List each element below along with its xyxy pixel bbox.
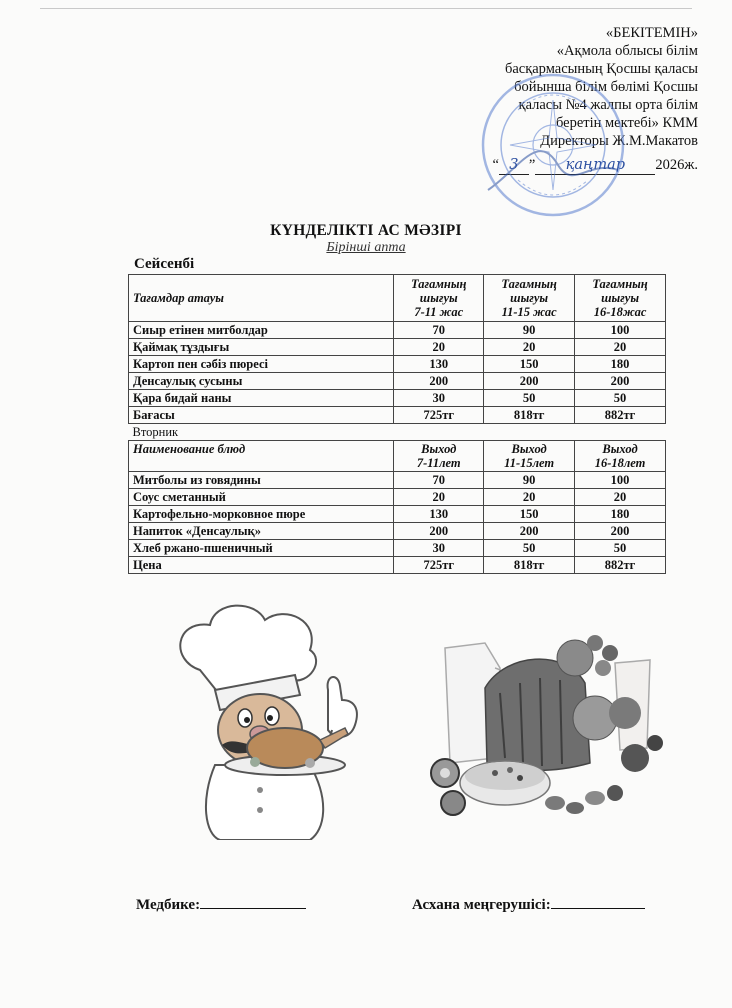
price-16-18: 882тг	[575, 557, 666, 574]
portion-16-18: 20	[575, 339, 666, 356]
header-age-11-15	[484, 275, 575, 322]
portion-11-15: 50	[484, 390, 575, 407]
date-open-quote: “	[492, 157, 499, 173]
approval-line: басқармасының Қосшы қаласы	[504, 61, 698, 77]
header-age-7-11	[394, 275, 484, 322]
date-month: қаңтар	[535, 156, 655, 175]
page-title: КҮНДЕЛІКТІ АС МӘЗІРІ	[270, 222, 462, 239]
dish-name: Денсаулық сусыны	[129, 373, 394, 390]
menu-table	[128, 274, 666, 574]
header-text: Выход	[421, 442, 457, 456]
header-text: 16-18лет	[594, 456, 646, 470]
dish-name: Картофельно-морковное пюре	[129, 506, 394, 523]
portion-7-11: 30	[394, 390, 484, 407]
portion-7-11: 20	[394, 489, 484, 506]
approval-date	[378, 156, 698, 175]
header-dish-name: Тағамдар атауы	[129, 275, 394, 322]
approval-line: қаласы №4 жалпы орта білім	[518, 97, 698, 113]
table-row	[129, 523, 666, 540]
signature-canteen-label: Асхана меңгерушісі:	[412, 897, 551, 913]
price-row	[129, 407, 666, 424]
header-text: шығуы	[510, 291, 549, 305]
table-header-kazakh	[129, 275, 666, 322]
portion-7-11: 200	[394, 523, 484, 540]
approval-line: «Ақмола облысы білім	[556, 43, 698, 59]
approval-line: «БЕКІТЕМІН»	[605, 25, 698, 41]
price-label: Цена	[129, 557, 394, 574]
price-11-15: 818тг	[484, 407, 575, 424]
approval-line: бойынша білім бөлімі Қосшы	[514, 79, 698, 95]
header-age-7-11	[394, 441, 484, 472]
dish-name: Хлеб ржано-пшеничный	[129, 540, 394, 557]
header-text: 7-11 жас	[414, 305, 464, 319]
dish-name: Митболы из говядины	[129, 472, 394, 489]
portion-11-15: 20	[484, 339, 575, 356]
header-text: 11-15 жас	[501, 305, 557, 319]
table-row	[129, 356, 666, 373]
portion-7-11: 30	[394, 540, 484, 557]
portion-11-15: 90	[484, 322, 575, 339]
portion-16-18: 180	[575, 356, 666, 373]
signature-canteen-line	[551, 894, 645, 909]
top-rule	[40, 8, 692, 9]
table-row	[129, 472, 666, 489]
day-label-russian: Вторник	[129, 424, 666, 441]
portion-16-18: 20	[575, 489, 666, 506]
portion-11-15: 50	[484, 540, 575, 557]
price-7-11: 725тг	[394, 557, 484, 574]
dish-name: Напиток «Денсаулық»	[129, 523, 394, 540]
header-text: 16-18жас	[593, 305, 647, 319]
date-day: 3	[499, 156, 529, 175]
price-16-18: 882тг	[575, 407, 666, 424]
header-text: шығуы	[419, 291, 458, 305]
food-illustration-icon	[425, 598, 675, 842]
table-row	[129, 489, 666, 506]
header-text: Выход	[511, 442, 547, 456]
week-subtitle: Бірінші апта	[326, 240, 406, 255]
price-label: Бағасы	[129, 407, 394, 424]
portion-11-15: 200	[484, 373, 575, 390]
table-header-russian	[129, 441, 666, 472]
portion-16-18: 100	[575, 322, 666, 339]
portion-7-11: 130	[394, 356, 484, 373]
portion-16-18: 50	[575, 540, 666, 557]
approval-line: Директоры Ж.М.Макатов	[540, 133, 698, 149]
dish-name: Сиыр етінен митболдар	[129, 322, 394, 339]
portion-16-18: 50	[575, 390, 666, 407]
portion-7-11: 130	[394, 506, 484, 523]
portion-11-15: 200	[484, 523, 575, 540]
portion-7-11: 70	[394, 322, 484, 339]
header-age-11-15	[484, 441, 575, 472]
header-text: 7-11лет	[416, 456, 461, 470]
table-row	[129, 540, 666, 557]
header-text: 11-15лет	[504, 456, 555, 470]
portion-16-18: 200	[575, 523, 666, 540]
portion-11-15: 20	[484, 489, 575, 506]
approval-line: беретін мектебі» КММ	[555, 115, 698, 131]
date-year: 2026ж.	[655, 157, 698, 173]
table-row	[129, 373, 666, 390]
day-label-kazakh: Сейсенбі	[134, 256, 195, 272]
header-text: Тағамның	[592, 277, 648, 291]
portion-11-15: 90	[484, 472, 575, 489]
header-text: Тағамның	[411, 277, 467, 291]
header-text: шығуы	[601, 291, 639, 305]
header-dish-name: Наименование блюд	[129, 441, 394, 472]
table-row	[129, 322, 666, 339]
dish-name: Қара бидай наны	[129, 390, 394, 407]
signature-nurse	[136, 894, 306, 914]
portion-7-11: 200	[394, 373, 484, 390]
price-7-11: 725тг	[394, 407, 484, 424]
portion-11-15: 150	[484, 506, 575, 523]
price-row	[129, 557, 666, 574]
signature-nurse-line	[200, 894, 306, 909]
price-11-15: 818тг	[484, 557, 575, 574]
dish-name: Картоп пен сәбіз пюресі	[129, 356, 394, 373]
portion-16-18: 180	[575, 506, 666, 523]
portion-11-15: 150	[484, 356, 575, 373]
header-age-16-18	[575, 441, 666, 472]
header-age-16-18	[575, 275, 666, 322]
header-text: Выход	[602, 442, 638, 456]
dish-name: Соус сметанный	[129, 489, 394, 506]
approval-block	[378, 24, 698, 175]
dish-name: Қаймақ тұздығы	[129, 339, 394, 356]
signature-canteen	[412, 894, 645, 914]
portion-16-18: 200	[575, 373, 666, 390]
header-text: Тағамның	[501, 277, 557, 291]
table-row	[129, 506, 666, 523]
date-close-quote: ”	[528, 157, 536, 173]
section-row-russian	[129, 424, 666, 441]
portion-7-11: 20	[394, 339, 484, 356]
chef-illustration-icon	[160, 600, 400, 840]
table-row	[129, 339, 666, 356]
table-row	[129, 390, 666, 407]
portion-16-18: 100	[575, 472, 666, 489]
signature-nurse-label: Медбике:	[136, 897, 201, 913]
portion-7-11: 70	[394, 472, 484, 489]
